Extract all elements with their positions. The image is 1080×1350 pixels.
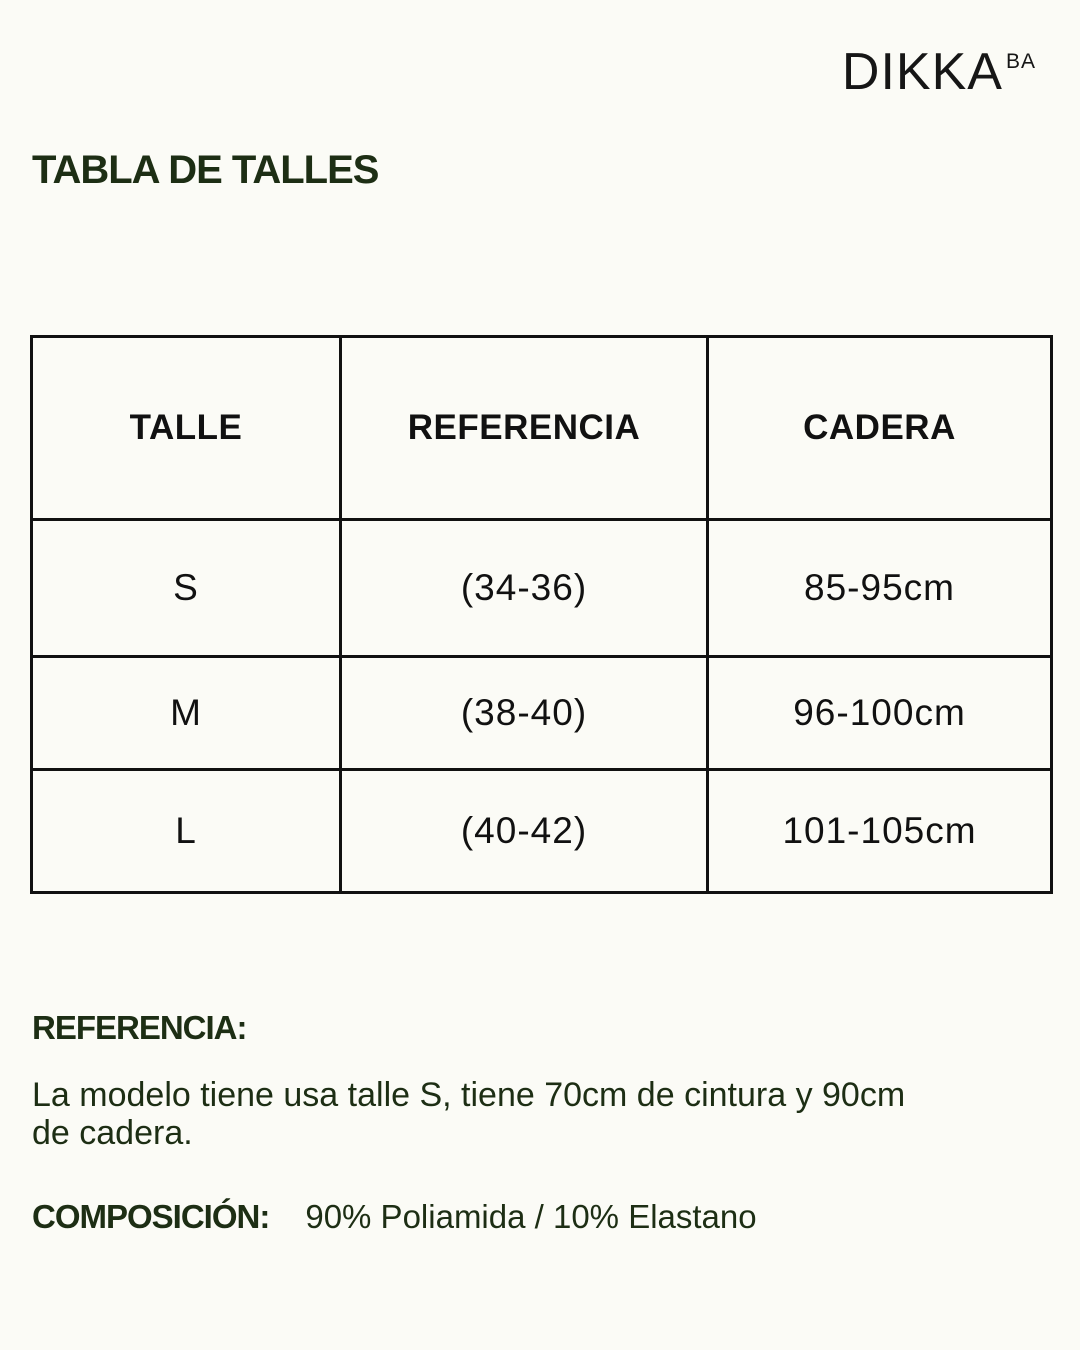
cell-referencia: (34-36) xyxy=(341,520,708,657)
size-table xyxy=(30,335,1053,894)
reference-text: La modelo tiene usa talle S, tiene 70cm de cintura y 90cm de cadera. xyxy=(32,1076,906,1152)
cell-cadera: 96-100cm xyxy=(708,657,1052,770)
page-title: TABLA DE TALLES xyxy=(32,148,379,192)
table-row xyxy=(32,770,1052,893)
cell-referencia: (38-40) xyxy=(341,657,708,770)
composition-value: 90% Poliamida / 10% Elastano xyxy=(305,1198,757,1235)
header-talle: TALLE xyxy=(32,337,341,520)
reference-title: REFERENCIA: xyxy=(32,1009,247,1046)
brand-name: DIKKA xyxy=(841,43,1003,101)
brand-superscript: BA xyxy=(1005,50,1036,73)
cell-talle: M xyxy=(32,657,341,770)
table-row xyxy=(32,520,1052,657)
table-row xyxy=(32,657,1052,770)
cell-referencia: (40-42) xyxy=(341,770,708,893)
cell-cadera: 85-95cm xyxy=(708,520,1052,657)
table-header-row xyxy=(32,337,1052,520)
composition-line xyxy=(32,1198,757,1236)
brand-logo xyxy=(842,44,1036,100)
cell-talle: S xyxy=(32,520,341,657)
composition-label: COMPOSICIÓN: xyxy=(32,1198,270,1235)
header-cadera: CADERA xyxy=(708,337,1052,520)
cell-talle: L xyxy=(32,770,341,893)
header-referencia: REFERENCIA xyxy=(341,337,708,520)
cell-cadera: 101-105cm xyxy=(708,770,1052,893)
